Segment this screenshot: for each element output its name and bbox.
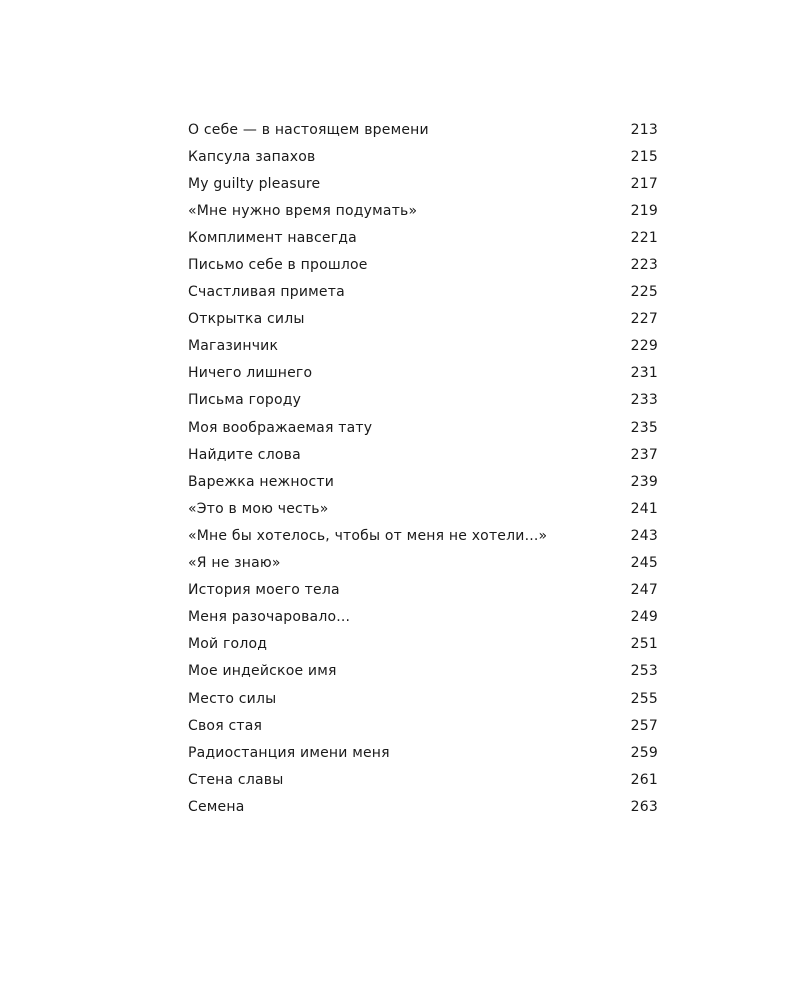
toc-entry-page: 229 <box>630 338 658 355</box>
toc-entry-title: My guilty pleasure <box>188 175 321 192</box>
toc-entry-title: Письмо себе в прошлое <box>188 257 368 274</box>
toc-entry <box>188 306 658 333</box>
toc-entry-title: Магазинчик <box>188 338 279 355</box>
toc-entry-page: 261 <box>630 771 658 788</box>
toc-entry-page: 213 <box>630 121 658 138</box>
toc-entry <box>188 739 658 766</box>
toc-entry-title: Моя воображаемая тату <box>188 419 373 436</box>
toc-entry-title: Найдите слова <box>188 446 301 463</box>
toc-entry-page: 237 <box>630 446 658 463</box>
toc-entry-title: Ничего лишнего <box>188 365 313 382</box>
toc-entry-page: 227 <box>630 311 658 328</box>
toc-entry-page: 221 <box>630 229 658 246</box>
toc-entry-title: Стена славы <box>188 771 284 788</box>
toc-entry-title: «Это в мою честь» <box>188 500 329 517</box>
toc-entry <box>188 766 658 793</box>
toc-entry <box>188 522 658 549</box>
toc-entry <box>188 577 658 604</box>
toc-entry <box>188 116 658 143</box>
toc-entry-page: 219 <box>630 202 658 219</box>
toc-entry <box>188 251 658 278</box>
toc-entry-page: 255 <box>630 690 658 707</box>
toc-entry <box>188 495 658 522</box>
toc-entry-page: 235 <box>630 419 658 436</box>
toc-entry-page: 231 <box>630 365 658 382</box>
toc-entry <box>188 387 658 414</box>
toc-entry <box>188 658 658 685</box>
toc-entry-title: Радиостанция имени меня <box>188 744 390 761</box>
toc-entry-title: Своя стая <box>188 717 263 734</box>
toc-entry <box>188 197 658 224</box>
toc-entry-page: 223 <box>630 257 658 274</box>
toc-entry <box>188 279 658 306</box>
toc-entry <box>188 685 658 712</box>
toc-entry-title: Открытка силы <box>188 311 305 328</box>
toc-entry <box>188 143 658 170</box>
toc-entry-page: 253 <box>630 663 658 680</box>
toc-entry <box>188 712 658 739</box>
toc-entry-page: 241 <box>630 500 658 517</box>
toc-entry-title: Письма городу <box>188 392 302 409</box>
toc-entry-page: 217 <box>630 175 658 192</box>
toc-entry <box>188 333 658 360</box>
toc-entry-title: Мое индейское имя <box>188 663 337 680</box>
toc-entry-title: Мой голод <box>188 636 268 653</box>
toc-entry-page: 259 <box>630 744 658 761</box>
toc-entry-page: 249 <box>630 609 658 626</box>
toc-entry-title: «Мне бы хотелось, чтобы от меня не хотели...» <box>188 527 548 544</box>
toc-entry <box>188 468 658 495</box>
toc-entry <box>188 414 658 441</box>
toc-entry-page: 239 <box>630 473 658 490</box>
toc-entry-title: Комплимент навсегда <box>188 229 357 246</box>
toc-entry-title: Варежка нежности <box>188 473 335 490</box>
toc-entry-title: Меня разочаровало... <box>188 609 351 626</box>
toc-entry-page: 225 <box>630 284 658 301</box>
toc-entry <box>188 631 658 658</box>
toc-entry <box>188 170 658 197</box>
toc-entry-page: 245 <box>630 555 658 572</box>
toc-entry-page: 247 <box>630 582 658 599</box>
toc-entry-title: «Мне нужно время подумать» <box>188 202 418 219</box>
toc-entry-page: 257 <box>630 717 658 734</box>
toc-entry <box>188 793 658 820</box>
toc-entry <box>188 441 658 468</box>
toc-entry <box>188 224 658 251</box>
toc-entry <box>188 604 658 631</box>
toc-entry-title: История моего тела <box>188 582 340 599</box>
toc-entry-title: Капсула запахов <box>188 148 316 165</box>
table-of-contents <box>188 116 658 820</box>
toc-entry <box>188 550 658 577</box>
toc-entry-page: 263 <box>630 798 658 815</box>
toc-entry-title: О себе — в настоящем времени <box>188 121 429 138</box>
toc-entry-title: Семена <box>188 798 245 815</box>
toc-entry-page: 215 <box>630 148 658 165</box>
toc-entry-title: «Я не знаю» <box>188 555 281 572</box>
toc-entry <box>188 360 658 387</box>
toc-entry-title: Счастливая примета <box>188 284 345 301</box>
toc-entry-page: 233 <box>630 392 658 409</box>
toc-entry-page: 243 <box>630 527 658 544</box>
toc-entry-title: Место силы <box>188 690 277 707</box>
toc-entry-page: 251 <box>630 636 658 653</box>
